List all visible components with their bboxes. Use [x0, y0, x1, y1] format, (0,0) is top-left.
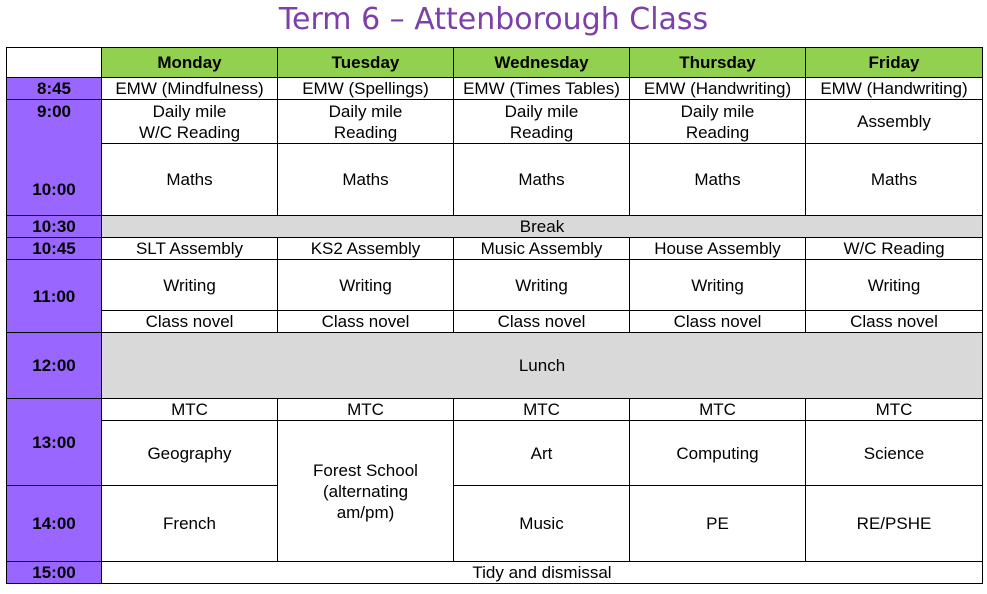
mtc-thursday: MTC: [630, 399, 806, 421]
morning-tuesday-line1: Daily mile: [328, 101, 403, 121]
emw-tuesday: EMW (Spellings): [278, 78, 454, 100]
mtc-wednesday: MTC: [454, 399, 630, 421]
row-0845: [7, 78, 983, 100]
writing-wednesday: Writing: [454, 260, 630, 311]
forest-school-line2: (alternating: [322, 481, 409, 501]
row-afternoon-1: [7, 421, 983, 486]
time-1030: 10:30: [7, 216, 102, 238]
writing-tuesday: Writing: [278, 260, 454, 311]
time-1045: 10:45: [7, 238, 102, 260]
row-maths: [7, 144, 983, 216]
pm1-wednesday: Art: [454, 421, 630, 486]
novel-tuesday: Class novel: [278, 311, 454, 333]
day-header-monday: Monday: [102, 48, 278, 78]
assembly-wednesday: Music Assembly: [454, 238, 630, 260]
writing-thursday: Writing: [630, 260, 806, 311]
assembly-tuesday: KS2 Assembly: [278, 238, 454, 260]
time-1100: 11:00: [7, 260, 102, 333]
morning-monday-line2: W/C Reading: [138, 122, 241, 142]
tidy-dismissal-cell: Tidy and dismissal: [102, 562, 983, 584]
time-1000: 10:00: [32, 180, 76, 199]
morning-thursday-line2: Reading: [685, 122, 750, 142]
forest-school-line3: am/pm): [336, 502, 395, 522]
writing-friday: Writing: [806, 260, 983, 311]
morning-wednesday: [454, 100, 630, 144]
time-1400: 14:00: [7, 486, 102, 562]
morning-wednesday-line2: Reading: [509, 122, 574, 142]
maths-monday: Maths: [102, 144, 278, 216]
mtc-monday: MTC: [102, 399, 278, 421]
pm2-thursday: PE: [630, 486, 806, 562]
row-1200: [7, 333, 983, 399]
novel-thursday: Class novel: [630, 311, 806, 333]
forest-school-line1: Forest School: [313, 460, 418, 480]
row-1300: [7, 399, 983, 421]
emw-monday: EMW (Mindfulness): [102, 78, 278, 100]
mtc-friday: MTC: [806, 399, 983, 421]
morning-monday-line1: Daily mile: [152, 101, 227, 121]
novel-wednesday: Class novel: [454, 311, 630, 333]
assembly-friday: W/C Reading: [806, 238, 983, 260]
break-cell: Break: [102, 216, 983, 238]
assembly-thursday: House Assembly: [630, 238, 806, 260]
novel-friday: Class novel: [806, 311, 983, 333]
maths-friday: Maths: [806, 144, 983, 216]
time-0845: 8:45: [7, 78, 102, 100]
mtc-tuesday: MTC: [278, 399, 454, 421]
morning-wednesday-line1: Daily mile: [504, 101, 579, 121]
emw-friday: EMW (Handwriting): [806, 78, 983, 100]
pm1-friday: Science: [806, 421, 983, 486]
row-1400: [7, 486, 983, 562]
emw-wednesday: EMW (Times Tables): [454, 78, 630, 100]
page-title: Term 6 – Attenborough Class: [278, 2, 709, 37]
pm2-wednesday: Music: [454, 486, 630, 562]
pm1-thursday: Computing: [630, 421, 806, 486]
maths-wednesday: Maths: [454, 144, 630, 216]
pm2-friday: RE/PSHE: [806, 486, 983, 562]
pm2-monday: French: [102, 486, 278, 562]
day-header-tuesday: Tuesday: [278, 48, 454, 78]
forest-school-tuesday: [278, 421, 454, 562]
emw-thursday: EMW (Handwriting): [630, 78, 806, 100]
morning-friday: Assembly: [806, 100, 983, 144]
time-0900-1000: [7, 100, 102, 216]
day-header-wednesday: Wednesday: [454, 48, 630, 78]
assembly-monday: SLT Assembly: [102, 238, 278, 260]
row-1100: [7, 260, 983, 311]
row-1500: [7, 562, 983, 584]
row-1030: [7, 216, 983, 238]
lunch-cell: Lunch: [102, 333, 983, 399]
time-1300: 13:00: [7, 399, 102, 486]
morning-tuesday: [278, 100, 454, 144]
day-header-friday: Friday: [806, 48, 983, 78]
header-row: [7, 48, 983, 78]
time-1200: 12:00: [7, 333, 102, 399]
timetable: [6, 47, 983, 584]
corner-cell: [7, 48, 102, 78]
pm1-monday: Geography: [102, 421, 278, 486]
maths-thursday: Maths: [630, 144, 806, 216]
novel-monday: Class novel: [102, 311, 278, 333]
time-0900: 9:00: [36, 102, 72, 121]
morning-thursday: [630, 100, 806, 144]
day-header-thursday: Thursday: [630, 48, 806, 78]
time-1500: 15:00: [7, 562, 102, 584]
row-0900: [7, 100, 983, 144]
maths-tuesday: Maths: [278, 144, 454, 216]
writing-monday: Writing: [102, 260, 278, 311]
row-class-novel: [7, 311, 983, 333]
morning-thursday-line1: Daily mile: [680, 101, 755, 121]
morning-tuesday-line2: Reading: [333, 122, 398, 142]
morning-monday: [102, 100, 278, 144]
row-1045: [7, 238, 983, 260]
